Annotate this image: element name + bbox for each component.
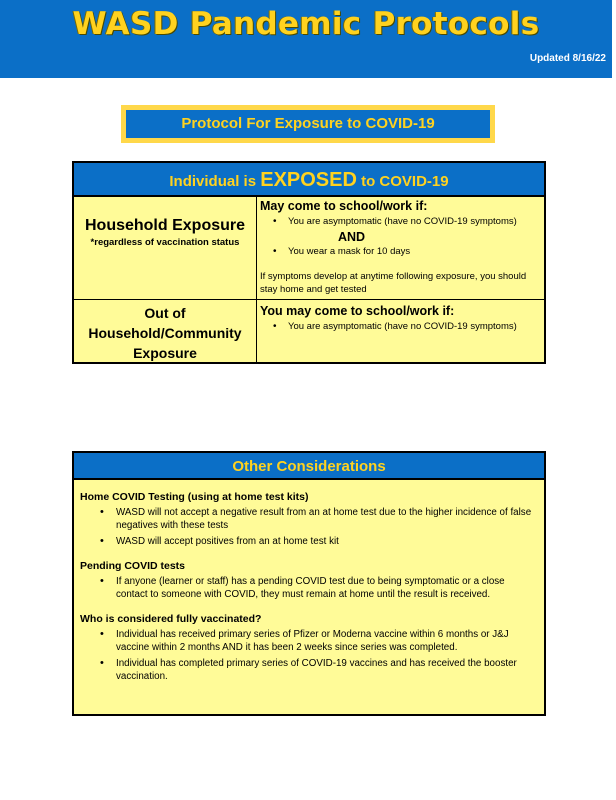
pending-tests-section [80, 560, 536, 601]
header-banner [0, 0, 612, 78]
heading-pre: Individual is [169, 173, 261, 190]
list-item: • Individual has completed primary series of COVID-19 vaccines and has received the booster vaccination. [80, 657, 536, 683]
exposure-table [72, 161, 546, 364]
home-testing-title: Home COVID Testing (using at home test kits) [80, 491, 309, 503]
heading-emphasis: EXPOSED [260, 169, 357, 191]
protocol-banner-label: Protocol For Exposure to COVID-19 [181, 115, 435, 132]
community-title-line1: Out of [144, 305, 186, 321]
other-considerations-box [72, 451, 546, 716]
household-condition-heading: May come to school/work if: [260, 199, 428, 213]
heading-post: to COVID-19 [356, 173, 449, 190]
household-exposure-subtitle: *regardless of vaccination status [90, 237, 240, 248]
list-item: • Individual has received primary series of Pfizer or Moderna vaccine within 6 months or J&J vaccine within 2 months AND it has been 2 weeks since series was completed. [80, 628, 536, 654]
list-item: • You are asymptomatic (have no COVID-19 symptoms) [260, 216, 544, 228]
column-divider [256, 197, 257, 362]
fully-vaccinated-section [80, 613, 536, 683]
home-testing-section [80, 491, 536, 548]
community-conditions-cell [260, 304, 544, 335]
community-title-line2: Household/Community [88, 325, 242, 341]
list-item: • WASD will accept positives from an at home test kit [80, 535, 536, 548]
other-considerations-body [80, 491, 536, 695]
page-title: WASD Pandemic Protocols [72, 6, 540, 42]
household-exposure-title: Household Exposure [84, 217, 246, 234]
list-item: • You wear a mask for 10 days [260, 246, 544, 258]
community-title-line3: Exposure [133, 345, 197, 361]
exposure-table-heading [74, 163, 544, 197]
community-exposure-cell [74, 303, 256, 363]
list-item: • You are asymptomatic (have no COVID-19 symptoms) [260, 321, 544, 333]
updated-date: Updated 8/16/22 [529, 53, 606, 64]
pending-tests-title: Pending COVID tests [80, 560, 186, 572]
symptom-note: If symptoms develop at anytime following exposure, you should stay home and get tested [260, 271, 527, 295]
household-exposure-cell [74, 199, 256, 299]
community-condition-heading: You may come to school/work if: [260, 304, 455, 318]
list-item: • WASD will not accept a negative result from an at home test due to the higher incidence of false negatives with these tests [80, 506, 536, 532]
and-label: AND [338, 230, 366, 244]
protocol-banner [121, 105, 495, 143]
household-conditions-cell [260, 199, 544, 299]
row-divider [74, 299, 544, 300]
other-considerations-heading: Other Considerations [74, 453, 544, 480]
fully-vaccinated-title: Who is considered fully vaccinated? [80, 613, 262, 625]
list-item: • If anyone (learner or staff) has a pending COVID test due to being symptomatic or a close contact to someone with COVID, they must remain at home until the result is received. [80, 575, 536, 601]
